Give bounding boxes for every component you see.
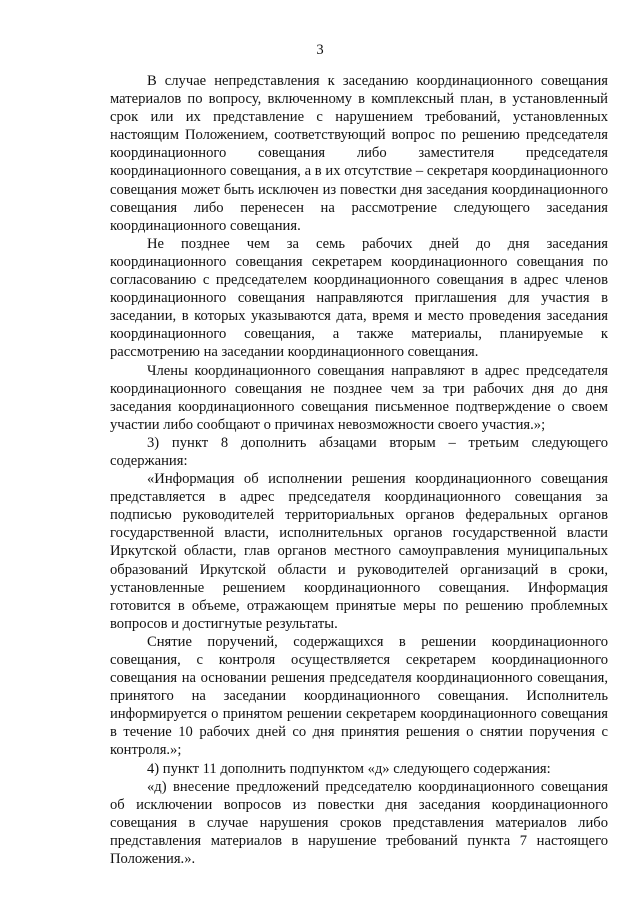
document-body	[110, 72, 608, 868]
page-number: 3	[316, 42, 324, 58]
paragraph-execution-info: «Информация об исполнении решения координационного совещания представляется в адрес председателя координационного совещания за подписью руководителей территориальных органов федеральных органов государственной власти, исполнительных органов государственной власти Иркутской области, глав органов местного самоуправления муниципальных образований Иркутской области и руководителей организаций в сроки, установленные решением координационного совещания. Информация готовится в объеме, отражающем принятые меры по решению проблемных вопросов и достигнутые результаты.	[110, 471, 608, 632]
paragraph-removal-from-control: Снятие поручений, содержащихся в решении координационного совещания, с контроля осуществляется секретарем координационного совещания на основании решения председателя координационного совещания, принятого на заседании координационного совещания. Исполнитель информируется о принятом решении секретарем координационного совещания в течение 10 рабочих дней со дня принятия решения о снятии поручения с контроля.»;	[110, 633, 608, 759]
paragraph-item-4-amendment: 4) пункт 11 дополнить подпунктом «д» следующего содержания:	[147, 760, 551, 777]
paragraph-member-confirmation: Члены координационного совещания направляют в адрес председателя координационного совещания не позднее чем за три рабочих дня до дня заседания координационного совещания письменное подтверждение о своем участии либо сообщают о причинах невозможности своего участия.»;	[110, 362, 608, 433]
paragraph-subitem-d: «д) внесение предложений председателю координационного совещания об исключении вопросов из повестки дня заседания координационного совещания в случае нарушения сроков представления материалов либо представления материалов в нарушение требований пункта 7 настоящего Положения.».	[110, 778, 608, 868]
paragraph-item-3-amendment: 3) пункт 8 дополнить абзацами вторым – третьим следующего содержания:	[110, 434, 608, 469]
paragraph-invitations: Не позднее чем за семь рабочих дней до дня заседания координационного совещания секретарем координационного совещания по согласованию с председателем координационного совещания в адрес членов координационного совещания направляются приглашения для участия в заседании, в которых указываются дата, время и место проведения заседания координационного совещания, а также материалы, планируемые к рассмотрению на заседании координационного совещания.	[110, 235, 608, 361]
paragraph-missing-materials: В случае непредставления к заседанию координационного совещания материалов по вопросу, включенному в комплексный план, в установленный срок или их представление с нарушением требований, установленных настоящим Положением, соответствующий вопрос по решению председателя координационного совещания либо заместителя председателя координационного совещания, а в их отсутствие – секретаря координационного совещания может быть исключен из повестки дня заседания координационного совещания либо перенесен на рассмотрение следующего заседания координационного совещания.	[110, 73, 608, 234]
